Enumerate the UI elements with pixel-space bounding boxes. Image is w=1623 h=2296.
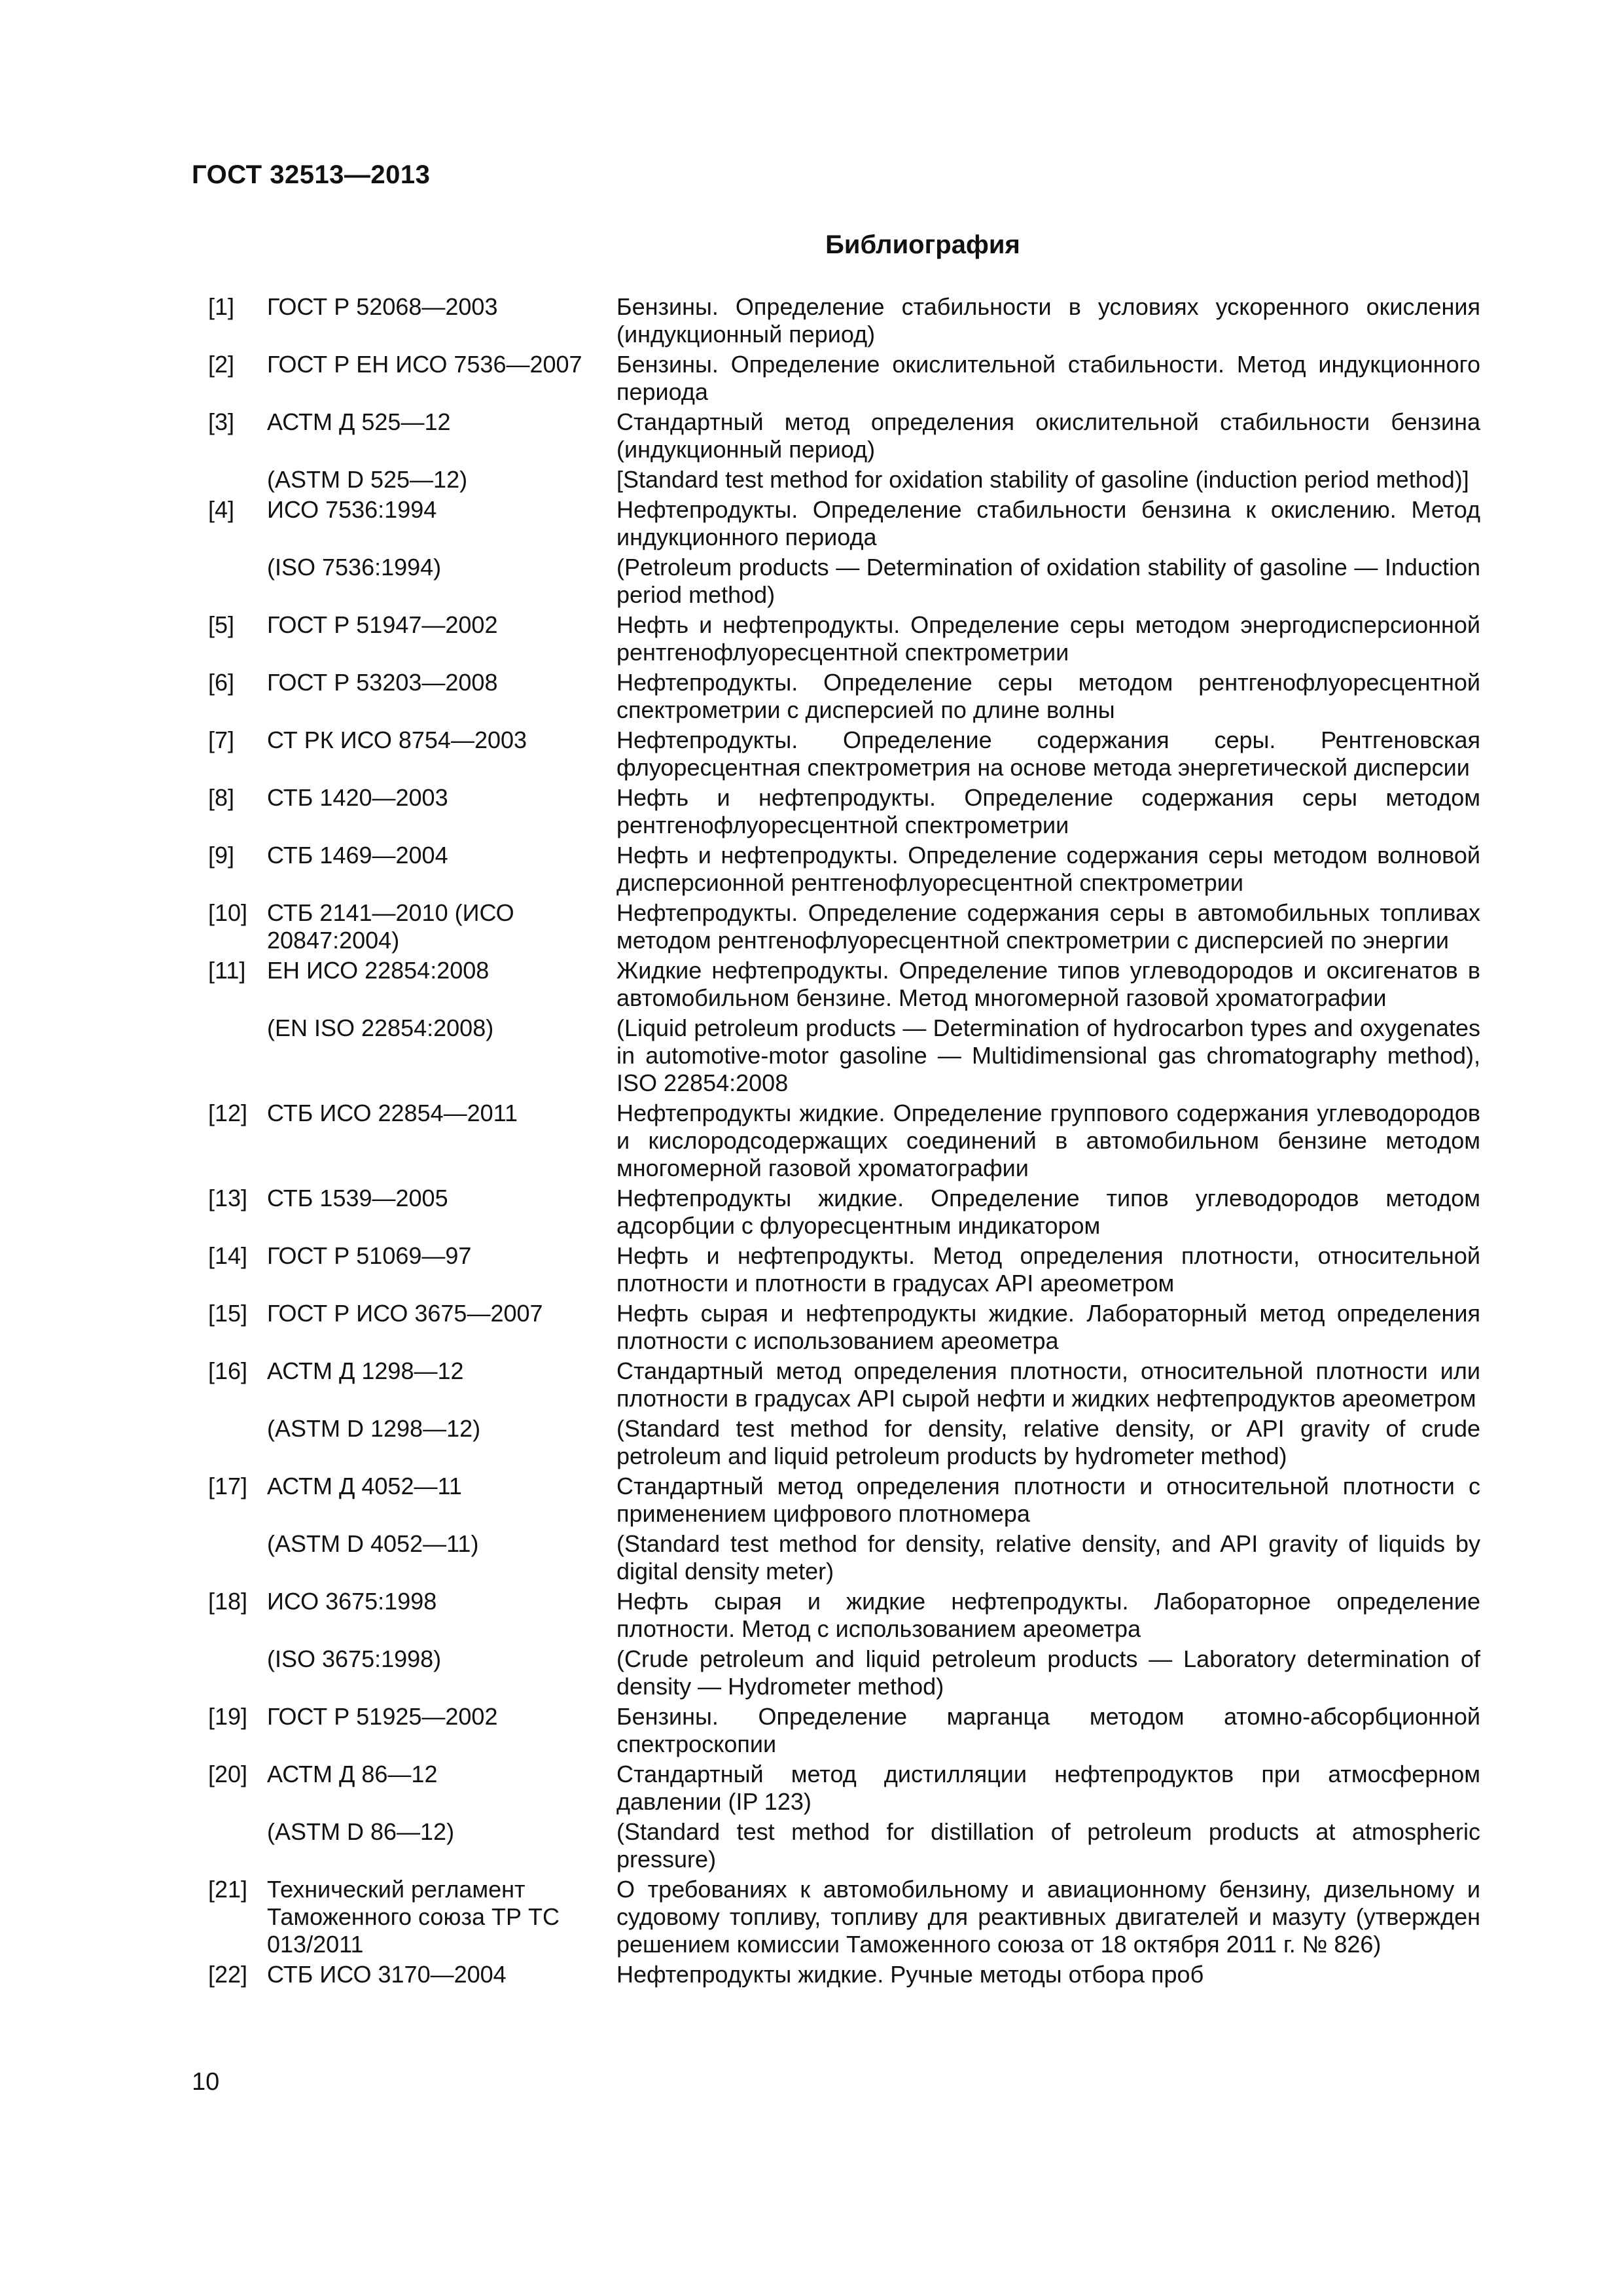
bibliography-entry	[190, 351, 1499, 408]
entry-title: Нефтепродукты жидкие. Ручные методы отбора проб	[616, 1961, 1204, 1988]
bibliography-entry	[190, 1185, 1499, 1242]
entry-number: [6]	[208, 669, 235, 696]
entry-number: [16]	[208, 1357, 248, 1384]
entry-titles	[616, 1185, 1480, 1242]
entry-number: [21]	[208, 1876, 248, 1903]
section-title: Библиография	[825, 230, 1020, 259]
bibliography-entry	[190, 611, 1499, 669]
entry-number: [13]	[208, 1185, 248, 1211]
entry-reference: СТБ 1420—2003	[267, 784, 448, 811]
entry-references	[263, 496, 616, 611]
entry-title: (Standard test method for distillation of petroleum products at atmospheric pressure)	[616, 1818, 1480, 1873]
bibliography-entry	[190, 1473, 1499, 1588]
page-number: 10	[192, 2068, 220, 2096]
entry-reference: (ASTM D 1298—12)	[267, 1415, 481, 1442]
entry-number: [1]	[208, 293, 235, 320]
entry-references	[263, 1357, 616, 1473]
entry-title: Бензины. Определение стабильности в условиях ускоренного окисления (индукционный период)	[616, 293, 1480, 348]
entry-reference: ИСО 7536:1994	[267, 496, 437, 523]
entry-reference: ГОСТ Р 51947—2002	[267, 611, 498, 638]
entry-references	[263, 408, 616, 496]
entry-reference: (ASTM D 525—12)	[267, 466, 468, 493]
entry-title: Нефтепродукты. Определение стабильности бензина к окислению. Метод индукционного периода	[616, 496, 1480, 550]
entry-reference: СТ РК ИСО 8754—2003	[267, 726, 527, 753]
entry-titles	[616, 1761, 1480, 1876]
entry-titles	[616, 1473, 1480, 1588]
entry-reference: СТБ ИСО 22854—2011	[267, 1100, 518, 1126]
entry-title: Нефть сырая и нефтепродукты жидкие. Лабораторный метод определения плотности с использованием ареометра	[616, 1300, 1480, 1354]
entry-references	[263, 1100, 616, 1185]
entry-number: [10]	[208, 899, 248, 926]
entry-title: Нефтепродукты. Определение содержания серы. Рентгеновская флуоресцентная спектрометрия на основе метода энергетической дисперсии	[616, 726, 1480, 781]
entry-title: (Crude petroleum and liquid petroleum products — Laboratory determination of density — Hydrometer method)	[616, 1645, 1480, 1700]
bibliography-entry	[190, 293, 1499, 351]
entry-reference: СТБ 2141—2010 (ИСО 20847:2004)	[267, 899, 514, 954]
entry-title: Стандартный метод определения окислительной стабильности бензина (индукционный период)	[616, 408, 1480, 463]
entry-number: [17]	[208, 1473, 248, 1499]
entry-reference: (ISO 3675:1998)	[267, 1645, 442, 1672]
entry-reference: (ASTM D 86—12)	[267, 1818, 455, 1845]
entry-titles	[616, 1703, 1480, 1761]
bibliography-entry	[190, 1703, 1499, 1761]
entry-references	[263, 899, 616, 957]
document-code: ГОСТ 32513—2013	[192, 160, 431, 189]
entry-number: [19]	[208, 1703, 248, 1730]
entry-references	[263, 351, 616, 408]
entry-reference: ГОСТ Р 52068—2003	[267, 293, 498, 320]
entry-title: Стандартный метод дистилляции нефтепродуктов при атмосферном давлении (IP 123)	[616, 1761, 1480, 1815]
entry-reference: ГОСТ Р 51069—97	[267, 1242, 472, 1269]
entry-title: Нефтепродукты жидкие. Определение группового содержания углеводородов и кислородсодержащих соединений в автомобильном бензине методом многомерной газовой хроматографии	[616, 1100, 1480, 1181]
entry-references	[263, 726, 616, 784]
bibliography-entry	[190, 496, 1499, 611]
entry-title: О требованиях к автомобильному и авиационному бензину, дизельному и судовому топливу, топливу для реактивных двигателей и мазуту (утвержден решением комиссии Таможенного союза от 18 октября 2011 г. № 826)	[616, 1876, 1480, 1958]
bibliography-entry	[190, 1876, 1499, 1961]
entry-reference: ГОСТ Р 53203—2008	[267, 669, 498, 696]
entry-references	[263, 611, 616, 669]
entry-titles	[616, 784, 1480, 842]
entry-reference: АСТМ Д 86—12	[267, 1761, 438, 1787]
entry-title: (Petroleum products — Determination of oxidation stability of gasoline — Induction period method)	[616, 554, 1480, 608]
entry-references	[263, 1185, 616, 1242]
entry-title: Бензины. Определение марганца методом атомно-абсорбционной спектроскопии	[616, 1703, 1480, 1757]
entry-references	[263, 1300, 616, 1357]
entry-reference: СТБ ИСО 3170—2004	[267, 1961, 507, 1988]
entry-titles	[616, 1100, 1480, 1185]
bibliography-entry	[190, 899, 1499, 957]
entry-reference: ГОСТ Р 51925—2002	[267, 1703, 498, 1730]
entry-references	[263, 1242, 616, 1300]
bibliography-entry	[190, 842, 1499, 899]
entry-reference: (EN ISO 22854:2008)	[267, 1014, 494, 1041]
entry-title: (Standard test method for density, relative density, or API gravity of crude petroleum and liquid petroleum products by hydrometer method)	[616, 1415, 1480, 1469]
entry-title: Нефть и нефтепродукты. Метод определения плотности, относительной плотности и плотности в градусах API ареометром	[616, 1242, 1480, 1297]
entry-number: [20]	[208, 1761, 248, 1787]
bibliography-entry	[190, 1100, 1499, 1185]
entry-reference: АСТМ Д 1298—12	[267, 1357, 464, 1384]
entry-reference: ГОСТ Р ИСО 3675—2007	[267, 1300, 543, 1327]
entry-references	[263, 784, 616, 842]
entry-references	[263, 1876, 616, 1961]
entry-references	[263, 293, 616, 351]
entry-number: [5]	[208, 611, 235, 638]
entry-titles	[616, 1588, 1480, 1703]
entry-titles	[616, 293, 1480, 351]
entry-references	[263, 842, 616, 899]
entry-references	[263, 957, 616, 1100]
entry-titles	[616, 899, 1480, 957]
bibliography-entry	[190, 1761, 1499, 1876]
entry-title: Нефть и нефтепродукты. Определение серы методом энергодисперсионной рентгенофлуоресцентной спектрометрии	[616, 611, 1480, 666]
entry-references	[263, 1588, 616, 1703]
entry-reference: (ASTM D 4052—11)	[267, 1530, 479, 1557]
bibliography-entry	[190, 1961, 1499, 1991]
entry-titles	[616, 496, 1480, 611]
entry-references	[263, 1961, 616, 1991]
entry-number: [18]	[208, 1588, 248, 1615]
bibliography-entry	[190, 784, 1499, 842]
entry-number: [14]	[208, 1242, 248, 1269]
entry-titles	[616, 611, 1480, 669]
entry-titles	[616, 1242, 1480, 1300]
entry-number: [11]	[208, 957, 246, 984]
bibliography-entry	[190, 669, 1499, 726]
entry-titles	[616, 842, 1480, 899]
entry-references	[263, 1761, 616, 1876]
entry-reference: ГОСТ Р ЕН ИСО 7536—2007	[267, 351, 582, 378]
bibliography-entry	[190, 1588, 1499, 1703]
entry-number: [2]	[208, 351, 235, 378]
entry-title: (Standard test method for density, relative density, and API gravity of liquids by digital density meter)	[616, 1530, 1480, 1585]
entry-titles	[616, 1876, 1480, 1961]
entry-number: [7]	[208, 726, 235, 753]
entry-number: [9]	[208, 842, 235, 869]
bibliography-entry	[190, 726, 1499, 784]
entry-reference: ИСО 3675:1998	[267, 1588, 437, 1615]
entry-reference: СТБ 1469—2004	[267, 842, 448, 869]
entry-titles	[616, 669, 1480, 726]
bibliography-entry	[190, 1300, 1499, 1357]
bibliography-entry	[190, 1242, 1499, 1300]
bibliography-entry	[190, 1357, 1499, 1473]
entry-number: [4]	[208, 496, 235, 523]
entry-titles	[616, 957, 1480, 1100]
entry-references	[263, 1703, 616, 1761]
entry-titles	[616, 726, 1480, 784]
entry-title: Жидкие нефтепродукты. Определение типов углеводородов и оксигенатов в автомобильном бензине. Метод многомерной газовой хроматографии	[616, 957, 1480, 1011]
entry-reference: АСТМ Д 4052—11	[267, 1473, 462, 1499]
entry-number: [22]	[208, 1961, 248, 1988]
entry-reference: Технический регламент Таможенного союза ТР ТС 013/2011	[267, 1876, 560, 1958]
entry-title: Нефтепродукты жидкие. Определение типов углеводородов методом адсорбции с флуоресцентным индикатором	[616, 1185, 1480, 1239]
entry-title: Нефть и нефтепродукты. Определение содержания серы методом волновой дисперсионной рентгенофлуоресцентной спектрометрии	[616, 842, 1480, 896]
entry-reference: (ISO 7536:1994)	[267, 554, 442, 581]
entry-number: [15]	[208, 1300, 248, 1327]
entry-number: [3]	[208, 408, 235, 435]
bibliography-entry	[190, 957, 1499, 1100]
entry-number: [12]	[208, 1100, 248, 1126]
entry-references	[263, 1473, 616, 1588]
entry-title: [Standard test method for oxidation stability of gasoline (induction period method)]	[616, 466, 1469, 493]
entry-title: Нефть сырая и жидкие нефтепродукты. Лабораторное определение плотности. Метод с использованием ареометра	[616, 1588, 1480, 1642]
entry-title: Стандартный метод определения плотности и относительной плотности с применением цифрового плотномера	[616, 1473, 1480, 1527]
entry-reference: СТБ 1539—2005	[267, 1185, 448, 1211]
bibliography-list	[190, 293, 1499, 1991]
entry-title: Бензины. Определение окислительной стабильности. Метод индукционного периода	[616, 351, 1480, 405]
entry-titles	[616, 408, 1480, 496]
bibliography-entry	[190, 408, 1499, 496]
entry-titles	[616, 351, 1480, 408]
entry-title: (Liquid petroleum products — Determination of hydrocarbon types and oxygenates in automotive-motor gasoline — Multidimensional gas chromatography method), ISO 22854:2008	[616, 1014, 1480, 1096]
entry-titles	[616, 1300, 1480, 1357]
entry-title: Нефтепродукты. Определение серы методом рентгенофлуоресцентной спектрометрии с дисперсией по длине волны	[616, 669, 1480, 723]
entry-references	[263, 669, 616, 726]
entry-reference: ЕН ИСО 22854:2008	[267, 957, 490, 984]
entry-reference: АСТМ Д 525—12	[267, 408, 451, 435]
entry-title: Нефтепродукты. Определение содержания серы в автомобильных топливах методом рентгенофлуоресцентной спектрометрии с дисперсией по энергии	[616, 899, 1480, 954]
entry-number: [8]	[208, 784, 235, 811]
entry-titles	[616, 1961, 1480, 1991]
entry-titles	[616, 1357, 1480, 1473]
entry-title: Стандартный метод определения плотности, относительной плотности или плотности в градусах API сырой нефти и жидких нефтепродуктов ареометром	[616, 1357, 1480, 1412]
entry-title: Нефть и нефтепродукты. Определение содержания серы методом рентгенофлуоресцентной спектрометрии	[616, 784, 1480, 838]
